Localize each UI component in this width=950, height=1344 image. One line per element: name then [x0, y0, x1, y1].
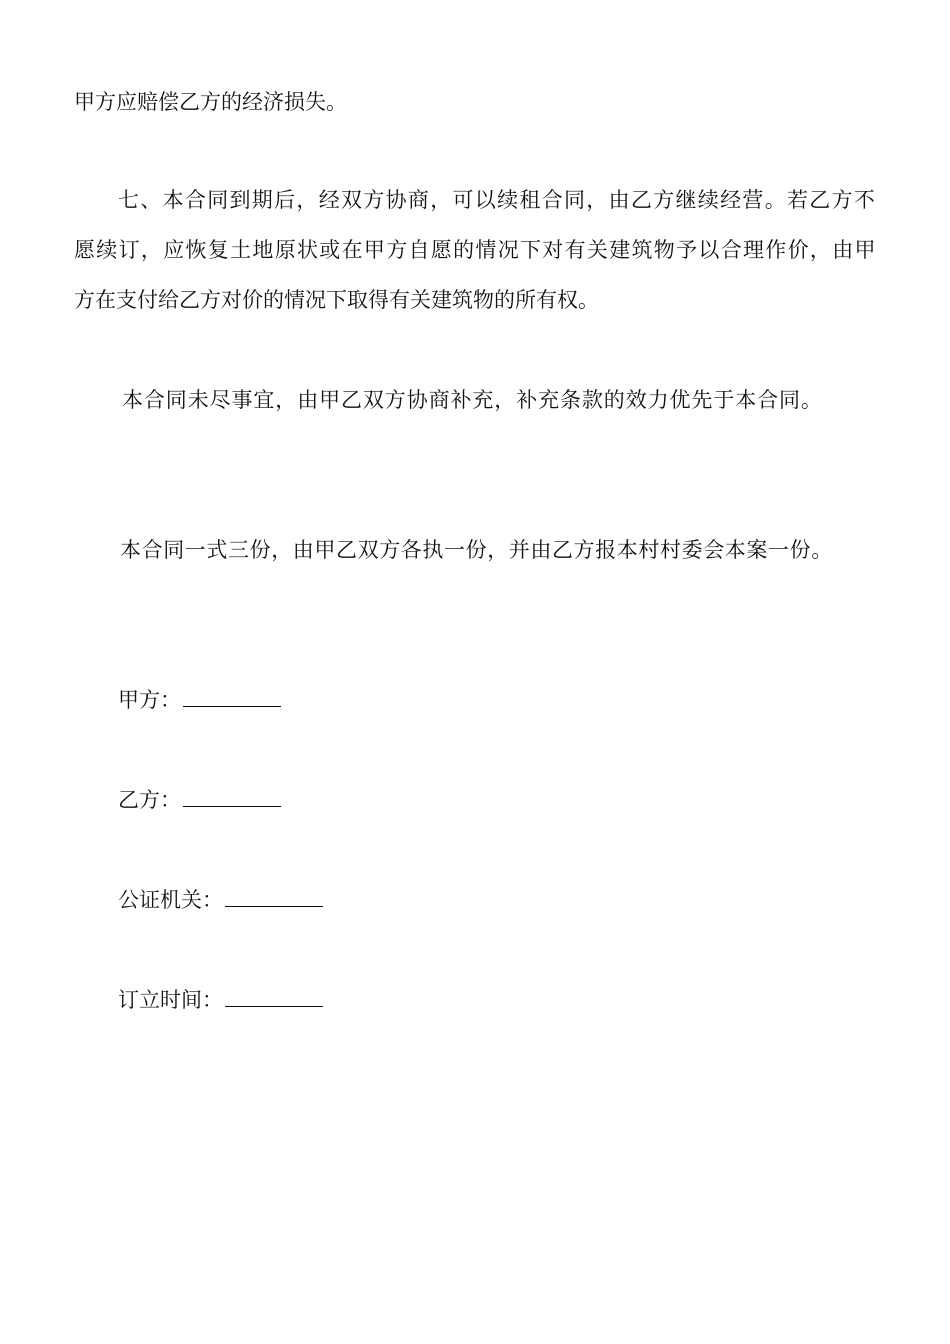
party-a-label: 甲方： [118, 688, 181, 712]
party-b-blank[interactable] [183, 786, 281, 807]
paragraph-2-line-2: 愿续订，应恢复土地原状或在甲方自愿的情况下对有关建筑物予以合理作价，由甲 [74, 238, 877, 262]
paragraph-2-line-3: 方在支付给乙方对价的情况下取得有关建筑物的所有权。 [74, 288, 599, 312]
paragraph-2-line-1: 七、本合同到期后，经双方协商，可以续租合同，由乙方继续经营。若乙方不 [118, 188, 877, 212]
notary-blank[interactable] [225, 886, 323, 907]
notary-label: 公证机关： [118, 888, 223, 912]
party-b-signature [118, 786, 281, 814]
date-blank[interactable] [225, 986, 323, 1007]
party-a-signature [118, 686, 281, 714]
date-signature [118, 986, 323, 1014]
party-a-blank[interactable] [183, 686, 281, 707]
paragraph-4-line-1: 本合同一式三份，由甲乙双方各执一份，并由乙方报本村村委会本案一份。 [120, 538, 833, 562]
paragraph-3-line-1: 本合同未尽事宜，由甲乙双方协商补充，补充条款的效力优先于本合同。 [122, 388, 823, 412]
notary-signature [118, 886, 323, 914]
paragraph-1-line-1: 甲方应赔偿乙方的经济损失。 [74, 90, 347, 114]
date-label: 订立时间： [118, 988, 223, 1012]
party-b-label: 乙方： [118, 788, 181, 812]
